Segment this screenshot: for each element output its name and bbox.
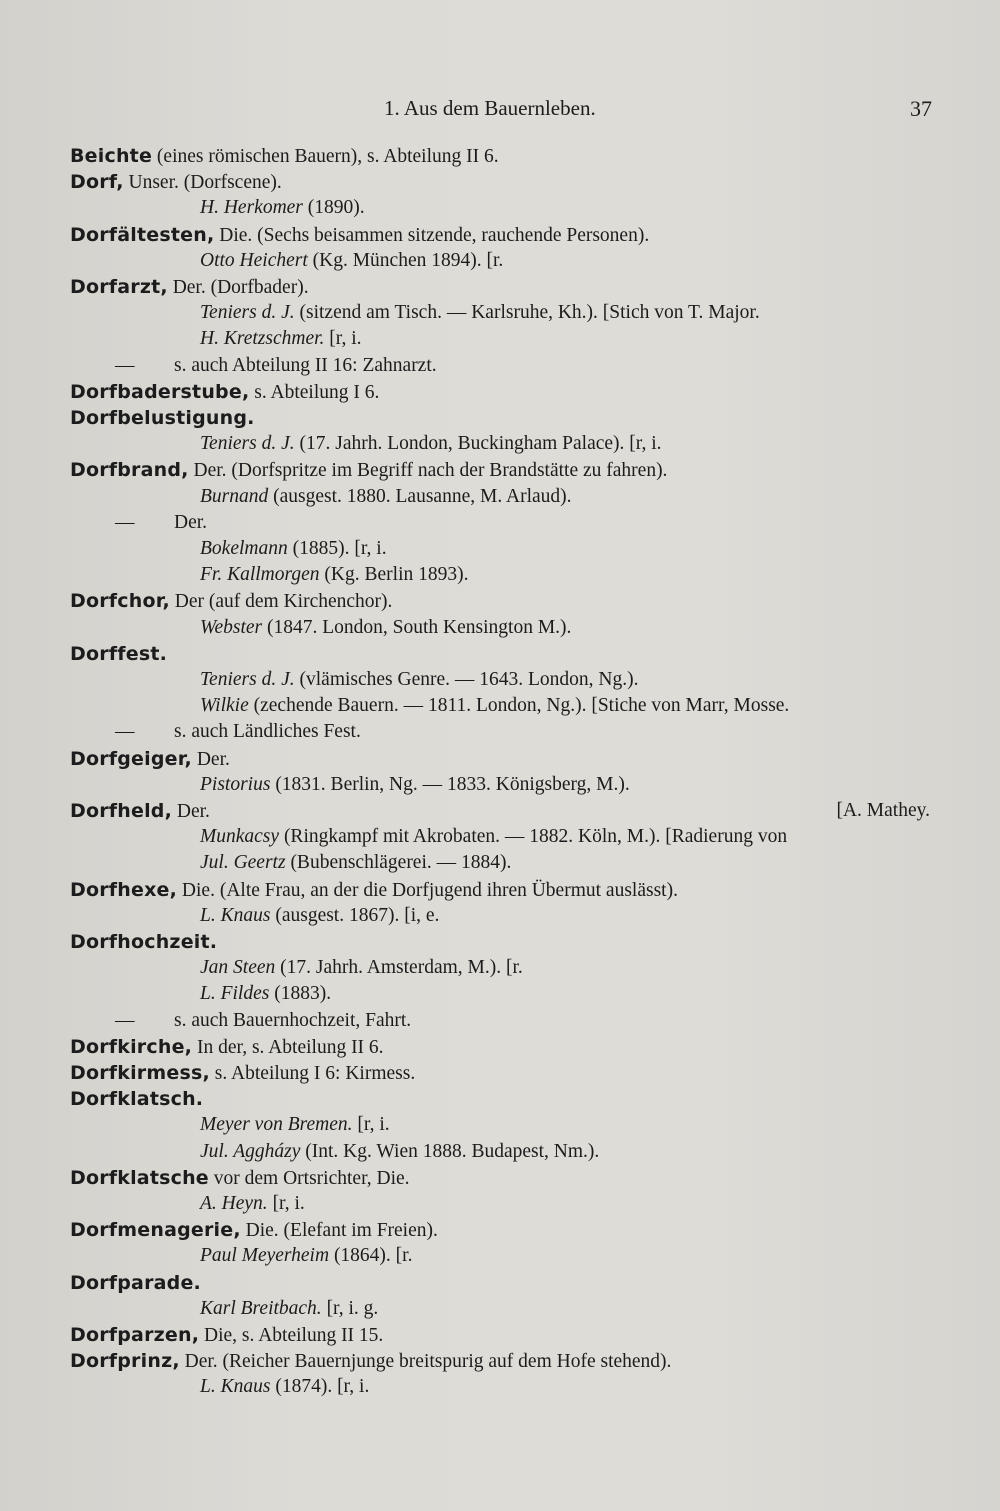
entry-text: (Ringkampf mit Akrobaten. — 1882. Köln, M.). [Radierung von bbox=[279, 826, 788, 848]
entry-text: Der. bbox=[191, 748, 230, 770]
entry-headword: Dorfparzen, bbox=[70, 1324, 200, 1346]
entry-text: s. Abteilung I 6. bbox=[249, 381, 380, 403]
entry-line bbox=[0, 1111, 1000, 1139]
artist-name: H. Kretzschmer. bbox=[200, 328, 325, 350]
entry-line bbox=[0, 221, 1000, 249]
entry-headword: Dorfprinz, bbox=[70, 1350, 180, 1373]
artist-name: Meyer von Bremen. bbox=[200, 1114, 353, 1136]
entry-line bbox=[0, 980, 1000, 1008]
entry-text: (Kg. Berlin 1893). bbox=[319, 564, 469, 586]
entry-line bbox=[0, 404, 1000, 432]
entry-headword: Dorf, bbox=[70, 171, 124, 194]
artist-name: Otto Heichert bbox=[200, 249, 308, 271]
entry-line bbox=[0, 797, 1000, 825]
artist-name: Jul. Aggházy bbox=[200, 1140, 301, 1162]
entry-text: (Int. Kg. Wien 1888. Budapest, Nm.). bbox=[300, 1140, 600, 1162]
entry-line bbox=[0, 142, 1000, 170]
entry-text: [r, i. bbox=[267, 1193, 305, 1214]
entry-text: (ausgest. 1880. Lausanne, M. Arlaud). bbox=[268, 485, 572, 507]
entry-text: (17. Jahrh. London, Buckingham Palace). [r, i. bbox=[294, 433, 662, 455]
artist-name: Burnand bbox=[200, 485, 269, 507]
entry-right-note: [A. Mathey. bbox=[836, 800, 930, 821]
entry-text: (17. Jahrh. Amsterdam, M.). [r. bbox=[275, 957, 523, 979]
running-title: 1. Aus dem Bauernleben. bbox=[384, 96, 596, 120]
entry-headword: Dorfältesten, bbox=[70, 223, 215, 246]
entry-headword: Dorfheld, bbox=[70, 800, 173, 822]
entry-text: In der, s. Abteilung II 6. bbox=[192, 1036, 384, 1058]
entry-line bbox=[0, 194, 1000, 222]
entry-headword: Dorfchor, bbox=[70, 590, 170, 613]
entry-text: (Kg. München 1894). [r. bbox=[307, 249, 504, 271]
entry-headword: Dorfbrand, bbox=[70, 459, 189, 482]
entry-line bbox=[0, 849, 1000, 877]
entry-headword: Dorfgeiger, bbox=[70, 747, 192, 770]
entry-headword: Dorfarzt, bbox=[70, 276, 168, 298]
artist-name: Jan Steen bbox=[200, 957, 276, 979]
entry-text: s. Abteilung I 6: Kirmess. bbox=[209, 1063, 416, 1084]
entry-headword: Dorfkirche, bbox=[70, 1035, 193, 1058]
artist-name: Munkacsy bbox=[200, 826, 280, 848]
artist-name: Webster bbox=[200, 616, 263, 638]
entry-text: Die, s. Abteilung II 15. bbox=[199, 1325, 384, 1346]
entry-text: s. auch Bauernhochzeit, Fahrt. bbox=[174, 1009, 412, 1031]
entry-text: Der (auf dem Kirchenchor). bbox=[169, 591, 393, 613]
entry-line bbox=[0, 483, 1000, 511]
entry-line bbox=[0, 509, 1000, 537]
entry-line bbox=[0, 1059, 1000, 1087]
entry-line bbox=[0, 1138, 1000, 1166]
entry-line bbox=[0, 745, 1000, 773]
entry-text: vor dem Ortsrichter, Die. bbox=[208, 1167, 410, 1189]
entry-line bbox=[0, 378, 1000, 406]
entry-line bbox=[0, 1373, 1000, 1401]
entry-text: Die. (Elefant im Freien). bbox=[240, 1220, 438, 1242]
entry-text: (1874). [r, i. bbox=[270, 1376, 370, 1398]
entry-line bbox=[0, 456, 1000, 484]
entry-text: Der. bbox=[172, 801, 210, 822]
entry-line bbox=[0, 1242, 1000, 1270]
entry-line bbox=[0, 823, 1000, 851]
entry-text: Der. (Reicher Bauernjunge breitspurig auf dem Hofe stehend). bbox=[179, 1351, 672, 1373]
entry-text: (1831. Berlin, Ng. — 1833. Königsberg, M.). bbox=[270, 773, 630, 795]
entry-line bbox=[0, 1347, 1000, 1375]
artist-name: A. Heyn. bbox=[200, 1193, 268, 1214]
artist-name: Pistorius bbox=[200, 773, 271, 795]
entry-headword: Dorfklatsch. bbox=[70, 1088, 204, 1111]
entry-headword: Dorfbaderstube, bbox=[70, 380, 250, 403]
entry-line bbox=[0, 352, 1000, 380]
entry-text: [r, i. bbox=[352, 1114, 390, 1136]
artist-name: Wilkie bbox=[200, 695, 249, 717]
entry-text: [r, i. g. bbox=[321, 1297, 379, 1319]
entry-line bbox=[0, 1190, 1000, 1218]
entry-line bbox=[0, 1321, 1000, 1349]
entry-line bbox=[0, 1007, 1000, 1035]
entry-headword: Beichte bbox=[70, 145, 153, 167]
entry-text: (ausgest. 1867). [i, e. bbox=[270, 904, 440, 926]
entry-text: (Bubenschlägerei. — 1884). bbox=[285, 852, 512, 874]
entry-line bbox=[0, 692, 1000, 720]
artist-name: Paul Meyerheim bbox=[200, 1245, 330, 1267]
entry-text: Der. (Dorfbader). bbox=[167, 277, 309, 298]
entry-text: (1864). [r. bbox=[329, 1245, 413, 1267]
entry-line bbox=[0, 587, 1000, 615]
artist-name: Teniers d. J. bbox=[200, 433, 295, 455]
entry-headword: Dorfhexe, bbox=[70, 878, 178, 901]
entry-headword: Dorfparade. bbox=[70, 1271, 201, 1294]
entry-line bbox=[0, 1216, 1000, 1244]
artist-name: L. Fildes bbox=[200, 983, 270, 1005]
entry-line bbox=[0, 273, 1000, 301]
entry-headword: Dorfkirmess, bbox=[70, 1062, 210, 1084]
entry-line bbox=[0, 561, 1000, 589]
entry-line bbox=[0, 1085, 1000, 1113]
entry-headword: Dorfhochzeit. bbox=[70, 931, 218, 953]
entry-headword: Dorfklatsche bbox=[70, 1166, 209, 1189]
artist-name: Teniers d. J. bbox=[200, 669, 295, 690]
artist-name: Teniers d. J. bbox=[200, 302, 295, 324]
entry-text: (1885). [r, i. bbox=[287, 538, 387, 559]
artist-name: Fr. Kallmorgen bbox=[200, 564, 320, 586]
entry-text: (1890). bbox=[302, 197, 365, 219]
entry-line bbox=[0, 325, 1000, 353]
artist-name: Jul. Geertz bbox=[200, 852, 286, 874]
entry-line bbox=[0, 614, 1000, 642]
artist-name: Bokelmann bbox=[200, 538, 288, 559]
entry-text: Unser. (Dorfscene). bbox=[123, 172, 282, 194]
entry-text: Die. (Alte Frau, an der die Dorfjugend ihren Übermut auslässt). bbox=[177, 879, 678, 901]
entry-line bbox=[0, 247, 1000, 275]
entry-line bbox=[0, 954, 1000, 982]
cross-reference-dash: — bbox=[115, 721, 135, 743]
artist-name: L. Knaus bbox=[200, 904, 271, 926]
entry-line bbox=[0, 928, 1000, 956]
entry-headword: Dorffest. bbox=[70, 642, 168, 665]
entry-headword: Dorfbelustigung. bbox=[70, 407, 255, 429]
entry-line bbox=[0, 430, 1000, 458]
page-header bbox=[0, 96, 1000, 126]
entry-line bbox=[0, 666, 1000, 694]
entry-text: s. auch Abteilung II 16: Zahnarzt. bbox=[174, 354, 437, 376]
entry-line bbox=[0, 876, 1000, 904]
entry-line bbox=[0, 1164, 1000, 1192]
entry-line bbox=[0, 535, 1000, 563]
cross-reference-dash: — bbox=[115, 1009, 135, 1031]
entry-line bbox=[0, 299, 1000, 327]
entry-line bbox=[0, 168, 1000, 196]
artist-name: H. Herkomer bbox=[200, 197, 303, 219]
artist-name: Karl Breitbach. bbox=[200, 1297, 322, 1319]
entry-text: Der. bbox=[174, 511, 208, 533]
entry-text: s. auch Ländliches Fest. bbox=[174, 721, 361, 743]
artist-name: L. Knaus bbox=[200, 1376, 271, 1398]
entry-text: (zechende Bauern. — 1811. London, Ng.). [Stiche von Marr, Mosse. bbox=[248, 695, 790, 717]
entry-text: (1883). bbox=[269, 983, 332, 1005]
entry-line bbox=[0, 1295, 1000, 1323]
page-number: 37 bbox=[910, 96, 932, 121]
entry-line bbox=[0, 1269, 1000, 1297]
entry-text: (eines römischen Bauern), s. Abteilung II 6. bbox=[152, 146, 499, 167]
entry-text: [r, i. bbox=[324, 328, 362, 350]
entry-line bbox=[0, 640, 1000, 668]
entry-headword: Dorfmenagerie, bbox=[70, 1219, 241, 1242]
entry-text: Der. (Dorfspritze im Begriff nach der Brandstätte zu fahren). bbox=[188, 460, 668, 482]
entry-text: Die. (Sechs beisammen sitzende, rauchende Personen). bbox=[214, 224, 650, 246]
entry-text: (1847. London, South Kensington M.). bbox=[262, 616, 572, 638]
cross-reference-dash: — bbox=[115, 354, 135, 376]
entry-line bbox=[0, 718, 1000, 746]
entry-text: (sitzend am Tisch. — Karlsruhe, Kh.). [Stich von T. Major. bbox=[294, 302, 760, 324]
entry-line bbox=[0, 771, 1000, 799]
entry-line bbox=[0, 902, 1000, 930]
entry-line bbox=[0, 1033, 1000, 1061]
cross-reference-dash: — bbox=[115, 511, 135, 533]
entry-text: (vlämisches Genre. — 1643. London, Ng.). bbox=[294, 669, 639, 690]
